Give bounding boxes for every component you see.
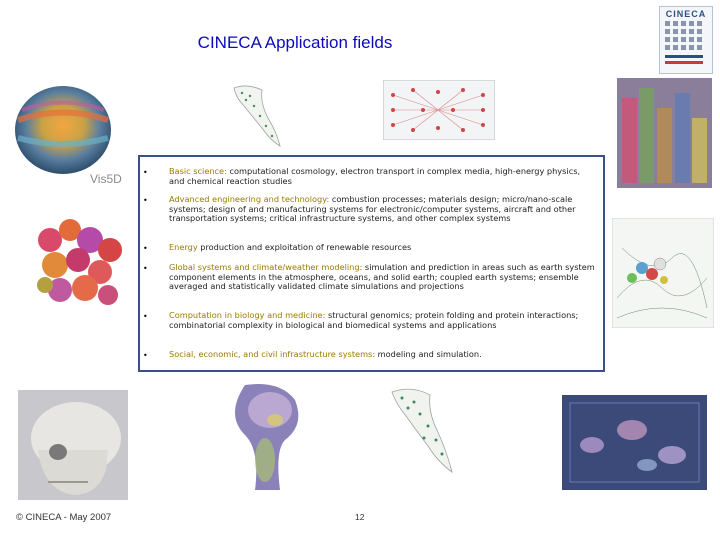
- page-number: 12: [355, 512, 365, 522]
- footer-copyright: © CINECA - May 2007: [16, 512, 112, 523]
- bullet-body: combustion processes; materials design; micro/nano-scale systems; design of and manufacturing systems for electronic/computer systems, aircraft and other transportation systems; critical infrastructure systems, and other complex systems: [169, 194, 576, 224]
- bullet-marker: •: [143, 244, 148, 253]
- protein-structure-image: [612, 218, 714, 328]
- network-graph-image: [383, 80, 495, 140]
- bullet-marker: •: [143, 264, 148, 273]
- bullet-body: modeling and simulation.: [375, 349, 482, 359]
- slide-title: CINECA Application fields: [197, 33, 393, 52]
- cineca-logo: [659, 6, 713, 74]
- bullet-body: computational cosmology, electron transport in complex media, high-energy physics, and chemical reaction studies: [169, 166, 581, 186]
- vis5d-label: Vis5D: [90, 172, 122, 186]
- bone-scan-image: [220, 380, 315, 495]
- bullet-marker: •: [143, 351, 148, 360]
- bullet-heading: Computation in biology and medicine:: [169, 310, 326, 320]
- logo-grid-graphic: [663, 21, 709, 69]
- bullet-heading: Advanced engineering and technology:: [169, 194, 330, 204]
- skull-scan-image: [18, 390, 128, 500]
- bullet-heading: Global systems and climate/weather modeling:: [169, 262, 363, 272]
- bullet-marker: •: [143, 312, 148, 321]
- italy-map-bottom-image: [382, 380, 460, 488]
- bullet-marker: •: [143, 168, 148, 177]
- bullet-body: structural genomics; protein folding and protein interactions; combinatorial complexity in biological and biomedical systems and applications: [169, 310, 579, 330]
- volume-render-image: [562, 395, 707, 490]
- simulation-plot-image: [617, 78, 712, 188]
- bullet-heading: Energy: [169, 242, 198, 252]
- molecular-cluster-image: [30, 210, 130, 315]
- bullet-heading: Social, economic, and civil infrastructure systems:: [169, 349, 376, 359]
- italy-map-image: [222, 78, 290, 158]
- bullet-marker: •: [143, 196, 148, 205]
- bullet-heading: Basic science:: [169, 166, 227, 176]
- bullet-body: simulation and prediction in areas such as earth system component elements in the atmosphere, oceans, and solid earth; coupled earth systems; ensemble averaged and statistically validated climate simulations and projections: [169, 262, 595, 292]
- bullet-body: production and exploitation of renewable resources: [197, 242, 412, 252]
- logo-wordmark: CINECA: [665, 9, 707, 19]
- application-fields-panel: [138, 155, 605, 372]
